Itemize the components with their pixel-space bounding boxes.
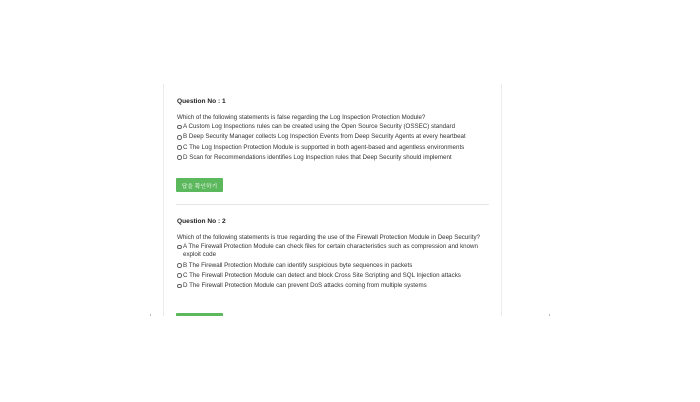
edge-tick-left — [150, 314, 151, 316]
radio-icon[interactable] — [177, 245, 182, 250]
question-2-option-a[interactable] — [177, 243, 492, 259]
option-label: B The Firewall Protection Module can identify suspicious byte sequences in packets — [183, 261, 413, 269]
radio-icon[interactable] — [177, 135, 182, 140]
question-2-option-b[interactable] — [177, 262, 492, 270]
radio-icon[interactable] — [177, 125, 182, 130]
radio-icon[interactable] — [177, 263, 182, 268]
question-2-option-c[interactable] — [177, 272, 492, 280]
question-1-option-d[interactable] — [177, 154, 492, 162]
check-answer-button-1[interactable]: 답을 확인하기 — [176, 178, 223, 192]
option-label: A Custom Log Inspections rules can be created using the Open Source Security (OSSEC) standard — [183, 123, 456, 131]
radio-icon[interactable] — [177, 155, 182, 160]
question-1-option-c[interactable] — [177, 144, 492, 152]
radio-icon[interactable] — [177, 145, 182, 150]
edge-tick-right — [549, 314, 550, 316]
quiz-card — [163, 84, 502, 316]
question-2 — [177, 217, 492, 292]
question-divider — [176, 204, 489, 205]
check-answer-button-2[interactable] — [176, 313, 223, 316]
question-2-option-d[interactable] — [177, 282, 492, 290]
option-label: D Scan for Recommendations identifies Log Inspection rules that Deep Security should implement — [183, 153, 452, 161]
question-1-text: Which of the following statements is false regarding the Log Inspection Protection Module? — [177, 114, 426, 121]
radio-icon[interactable] — [177, 273, 182, 278]
question-1-option-a[interactable] — [177, 123, 492, 131]
option-label: C The Firewall Protection Module can detect and block Cross Site Scripting and SQL Injection attacks — [183, 271, 461, 279]
question-1-title: Question No : 1 — [177, 98, 226, 105]
option-label: D The Firewall Protection Module can prevent DoS attacks coming from multiple systems — [183, 282, 427, 290]
question-1 — [177, 97, 492, 164]
question-1-option-b[interactable] — [177, 133, 492, 141]
option-label: A The Firewall Protection Module can check files for certain characteristics such as compression and known exploit code — [183, 243, 478, 259]
option-label: C The Log Inspection Protection Module is supported in both agent-based and agentless environments — [183, 143, 465, 151]
question-2-text: Which of the following statements is true regarding the use of the Firewall Protection Module in Deep Security? — [177, 234, 480, 241]
radio-icon[interactable] — [177, 284, 182, 289]
question-2-title: Question No : 2 — [177, 218, 226, 225]
option-label: B Deep Security Manager collects Log Inspection Events from Deep Security Agents at every heartbeat — [183, 133, 466, 141]
